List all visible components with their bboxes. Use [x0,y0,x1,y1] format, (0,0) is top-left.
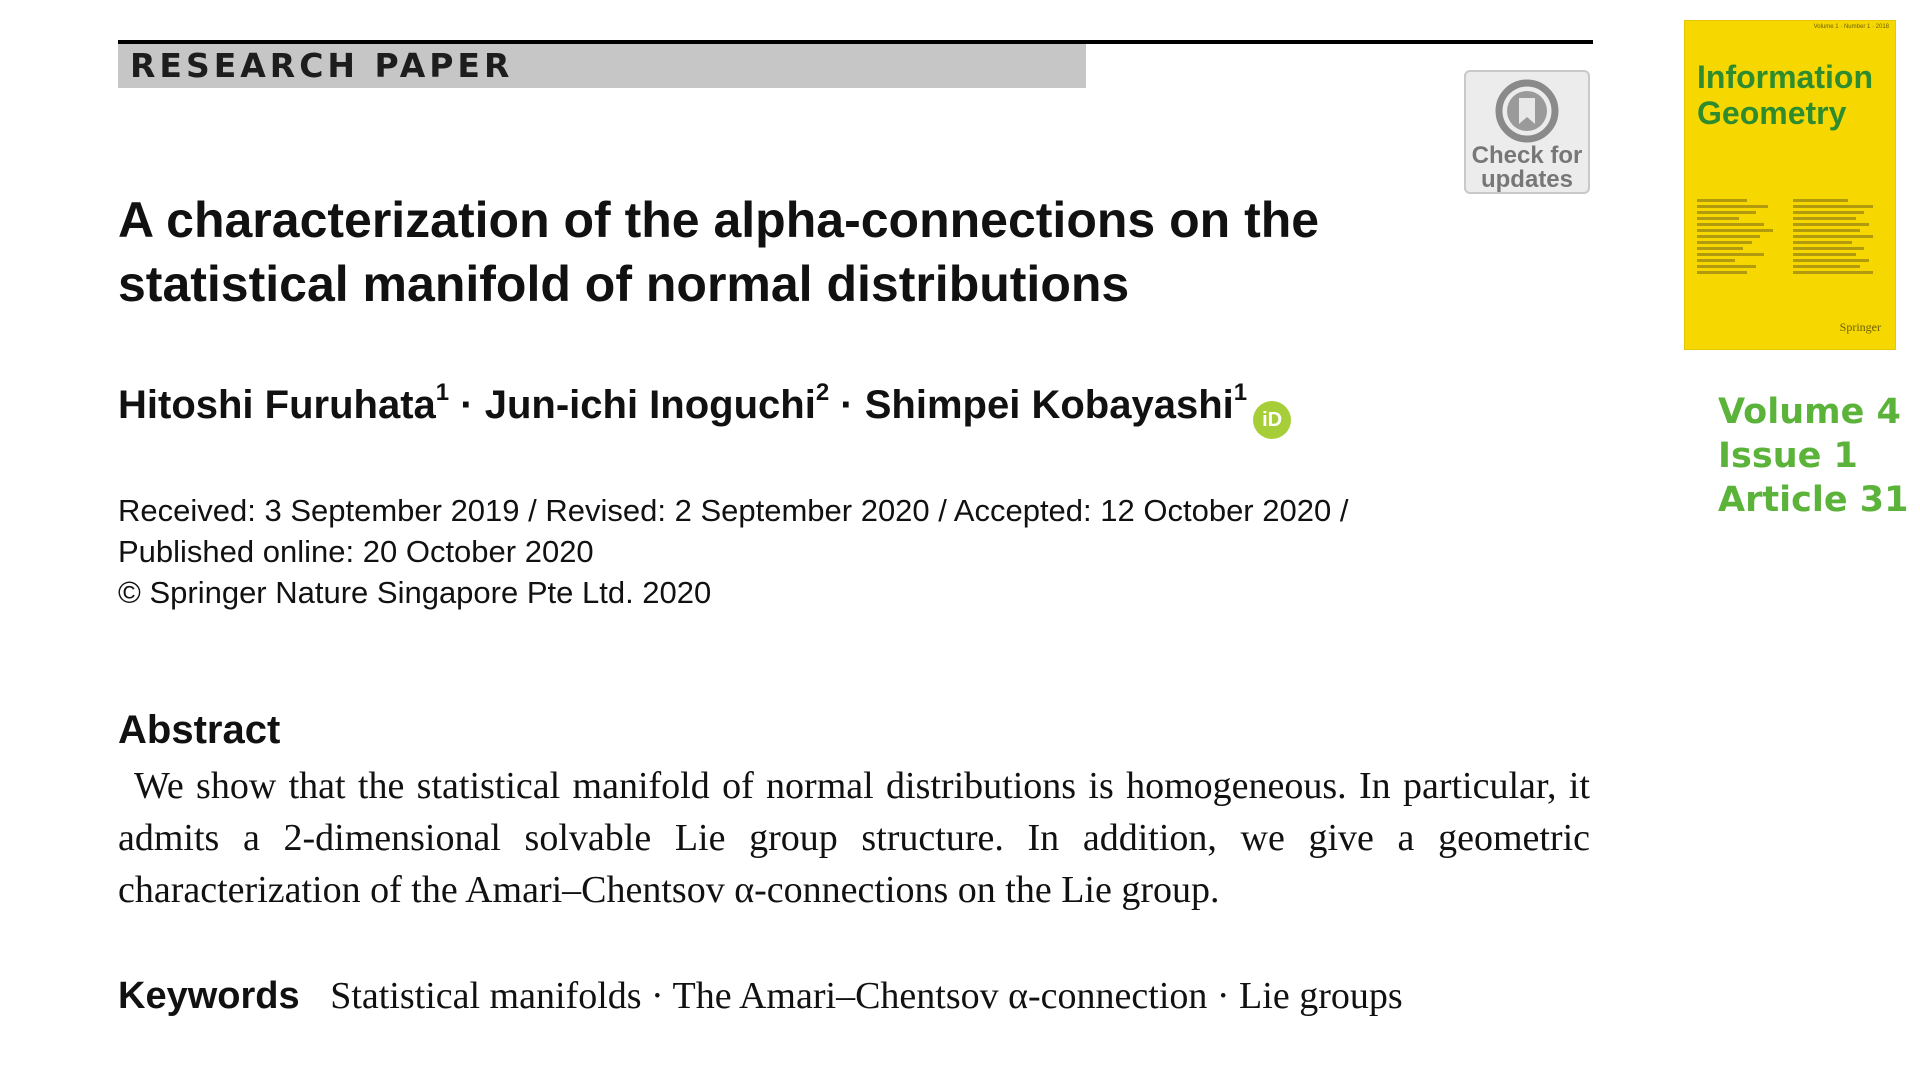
keywords-list: Statistical manifolds · The Amari–Chentsov α-connection · Lie groups [330,975,1403,1017]
keywords [118,974,1403,1018]
author-affiliation: 1 [435,379,450,406]
dates-line-1: Received: 3 September 2019 / Revised: 2 September 2020 / Accepted: 12 October 2020 / [118,493,1349,528]
abstract-text: We show that the statistical manifold of normal distributions is homogeneous. In particular, it admits a 2-dimensional solvable Lie group structure. In addition, we give a geometric characterization of the Amari–Chentsov α-connections on the Lie group. [118,765,1590,911]
author-separator: · [840,383,854,427]
author-name[interactable]: Hitoshi Furuhata [118,383,436,427]
orcid-icon[interactable]: iD [1253,401,1291,439]
dates-line-2: Published online: 20 October 2020 [118,534,594,569]
check-updates-icon [1494,78,1560,144]
author-separator: · [460,383,474,427]
author-affiliation: 2 [815,379,830,406]
title-line-2: statistical manifold of normal distributions [118,256,1130,312]
title-line-1: A characterization of the alpha-connections on the [118,192,1320,248]
section-label: RESEARCH PAPER [130,46,514,85]
journal-cover[interactable] [1684,20,1896,350]
author-name[interactable]: Shimpei Kobayashi [864,383,1234,427]
volume-label: Volume 4 [1718,392,1901,432]
cover-associate-editors-column [1793,199,1877,277]
issue-label: Issue 1 [1718,436,1858,476]
abstract-heading: Abstract [118,708,281,752]
copyright-notice: © Springer Nature Singapore Pte Ltd. 2020 [118,575,712,610]
cover-header: Volume 1 · Number 1 · 2018 [1813,24,1889,30]
paper-title [118,188,1378,316]
cover-publisher-logo: Springer [1839,320,1881,334]
author-name[interactable]: Jun-ichi Inoguchi [484,383,816,427]
check-updates-label-line1: Check for [1471,142,1583,169]
keywords-heading: Keywords [118,975,300,1017]
check-for-updates-button[interactable] [1464,70,1590,194]
issue-info [1718,390,1908,522]
check-updates-label-line2: updates [1480,166,1573,193]
cover-editors-column [1697,199,1781,277]
cover-title-line-2: Geometry [1697,95,1847,131]
publication-history [118,490,1348,613]
cover-title-line-1: Information [1697,59,1873,95]
author-list [118,380,1291,439]
article-label: Article 31 [1718,480,1909,520]
author-affiliation: 1 [1233,379,1248,406]
